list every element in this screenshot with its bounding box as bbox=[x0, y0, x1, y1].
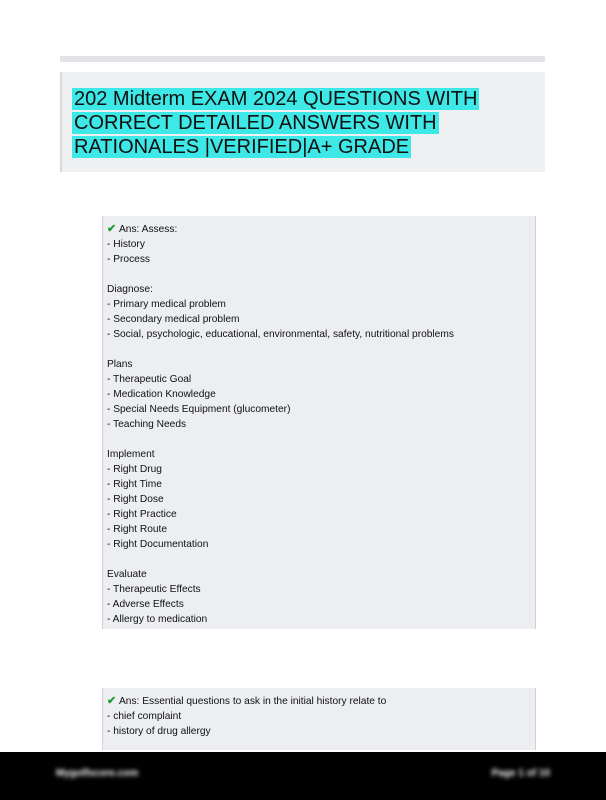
answer-line: - Process bbox=[107, 254, 151, 265]
checkmark-icon: ✔ bbox=[107, 223, 117, 235]
answer-line: - Right Dose bbox=[107, 494, 164, 505]
answer-line: - history of drug allergy bbox=[107, 726, 211, 737]
page-footer bbox=[0, 752, 606, 800]
answer-line: - Right Drug bbox=[107, 464, 162, 475]
answer-line: - Right Time bbox=[107, 479, 162, 490]
answer-line: - Right Practice bbox=[107, 509, 177, 520]
title-box bbox=[60, 72, 545, 172]
answer-line: - Primary medical problem bbox=[107, 299, 226, 310]
answer-line: ✔ Ans: Assess: bbox=[107, 223, 178, 235]
document-title bbox=[72, 87, 542, 159]
checkmark-icon: ✔ bbox=[107, 695, 117, 707]
answer-line: Plans bbox=[107, 359, 133, 370]
answer-block bbox=[102, 688, 536, 750]
answer-line: - Adverse Effects bbox=[107, 599, 184, 610]
answer-line bbox=[107, 432, 535, 447]
answer-line: - Therapeutic Effects bbox=[107, 584, 201, 595]
header-rule bbox=[60, 56, 545, 62]
answer-line: ✔ Ans: Essential questions to ask in the initial history relate to bbox=[107, 695, 387, 707]
answer-line bbox=[107, 267, 535, 282]
answer-line: Implement bbox=[107, 449, 155, 460]
answer-line: - Special Needs Equipment (glucometer) bbox=[107, 404, 291, 415]
footer-site-text: Mygolfscore.com bbox=[56, 768, 139, 779]
document-title-text: 202 Midterm EXAM 2024 QUESTIONS WITH CORRECT DETAILED ANSWERS WITH RATIONALES |VERIFIED|A+ GRADE bbox=[74, 88, 478, 158]
answer-line: Diagnose: bbox=[107, 284, 153, 295]
answer-line bbox=[107, 552, 535, 567]
answer-line: - Right Documentation bbox=[107, 539, 209, 550]
answer-line: - Social, psychologic, educational, environmental, safety, nutritional problems bbox=[107, 329, 454, 340]
answer-line: - Secondary medical problem bbox=[107, 314, 240, 325]
answer-line: - History bbox=[107, 239, 145, 250]
answer-block bbox=[102, 216, 536, 629]
answer-line: - chief complaint bbox=[107, 711, 182, 722]
footer-page-number: Page 1 of 10 bbox=[491, 768, 550, 779]
answer-line: - Right Route bbox=[107, 524, 168, 535]
answer-line: - Medication Knowledge bbox=[107, 389, 216, 400]
answer-line: - Allergy to medication bbox=[107, 614, 208, 625]
answer-line: - Therapeutic Goal bbox=[107, 374, 192, 385]
answer-line bbox=[107, 342, 535, 357]
answer-line: Evaluate bbox=[107, 569, 147, 580]
answer-line: - Teaching Needs bbox=[107, 419, 187, 430]
